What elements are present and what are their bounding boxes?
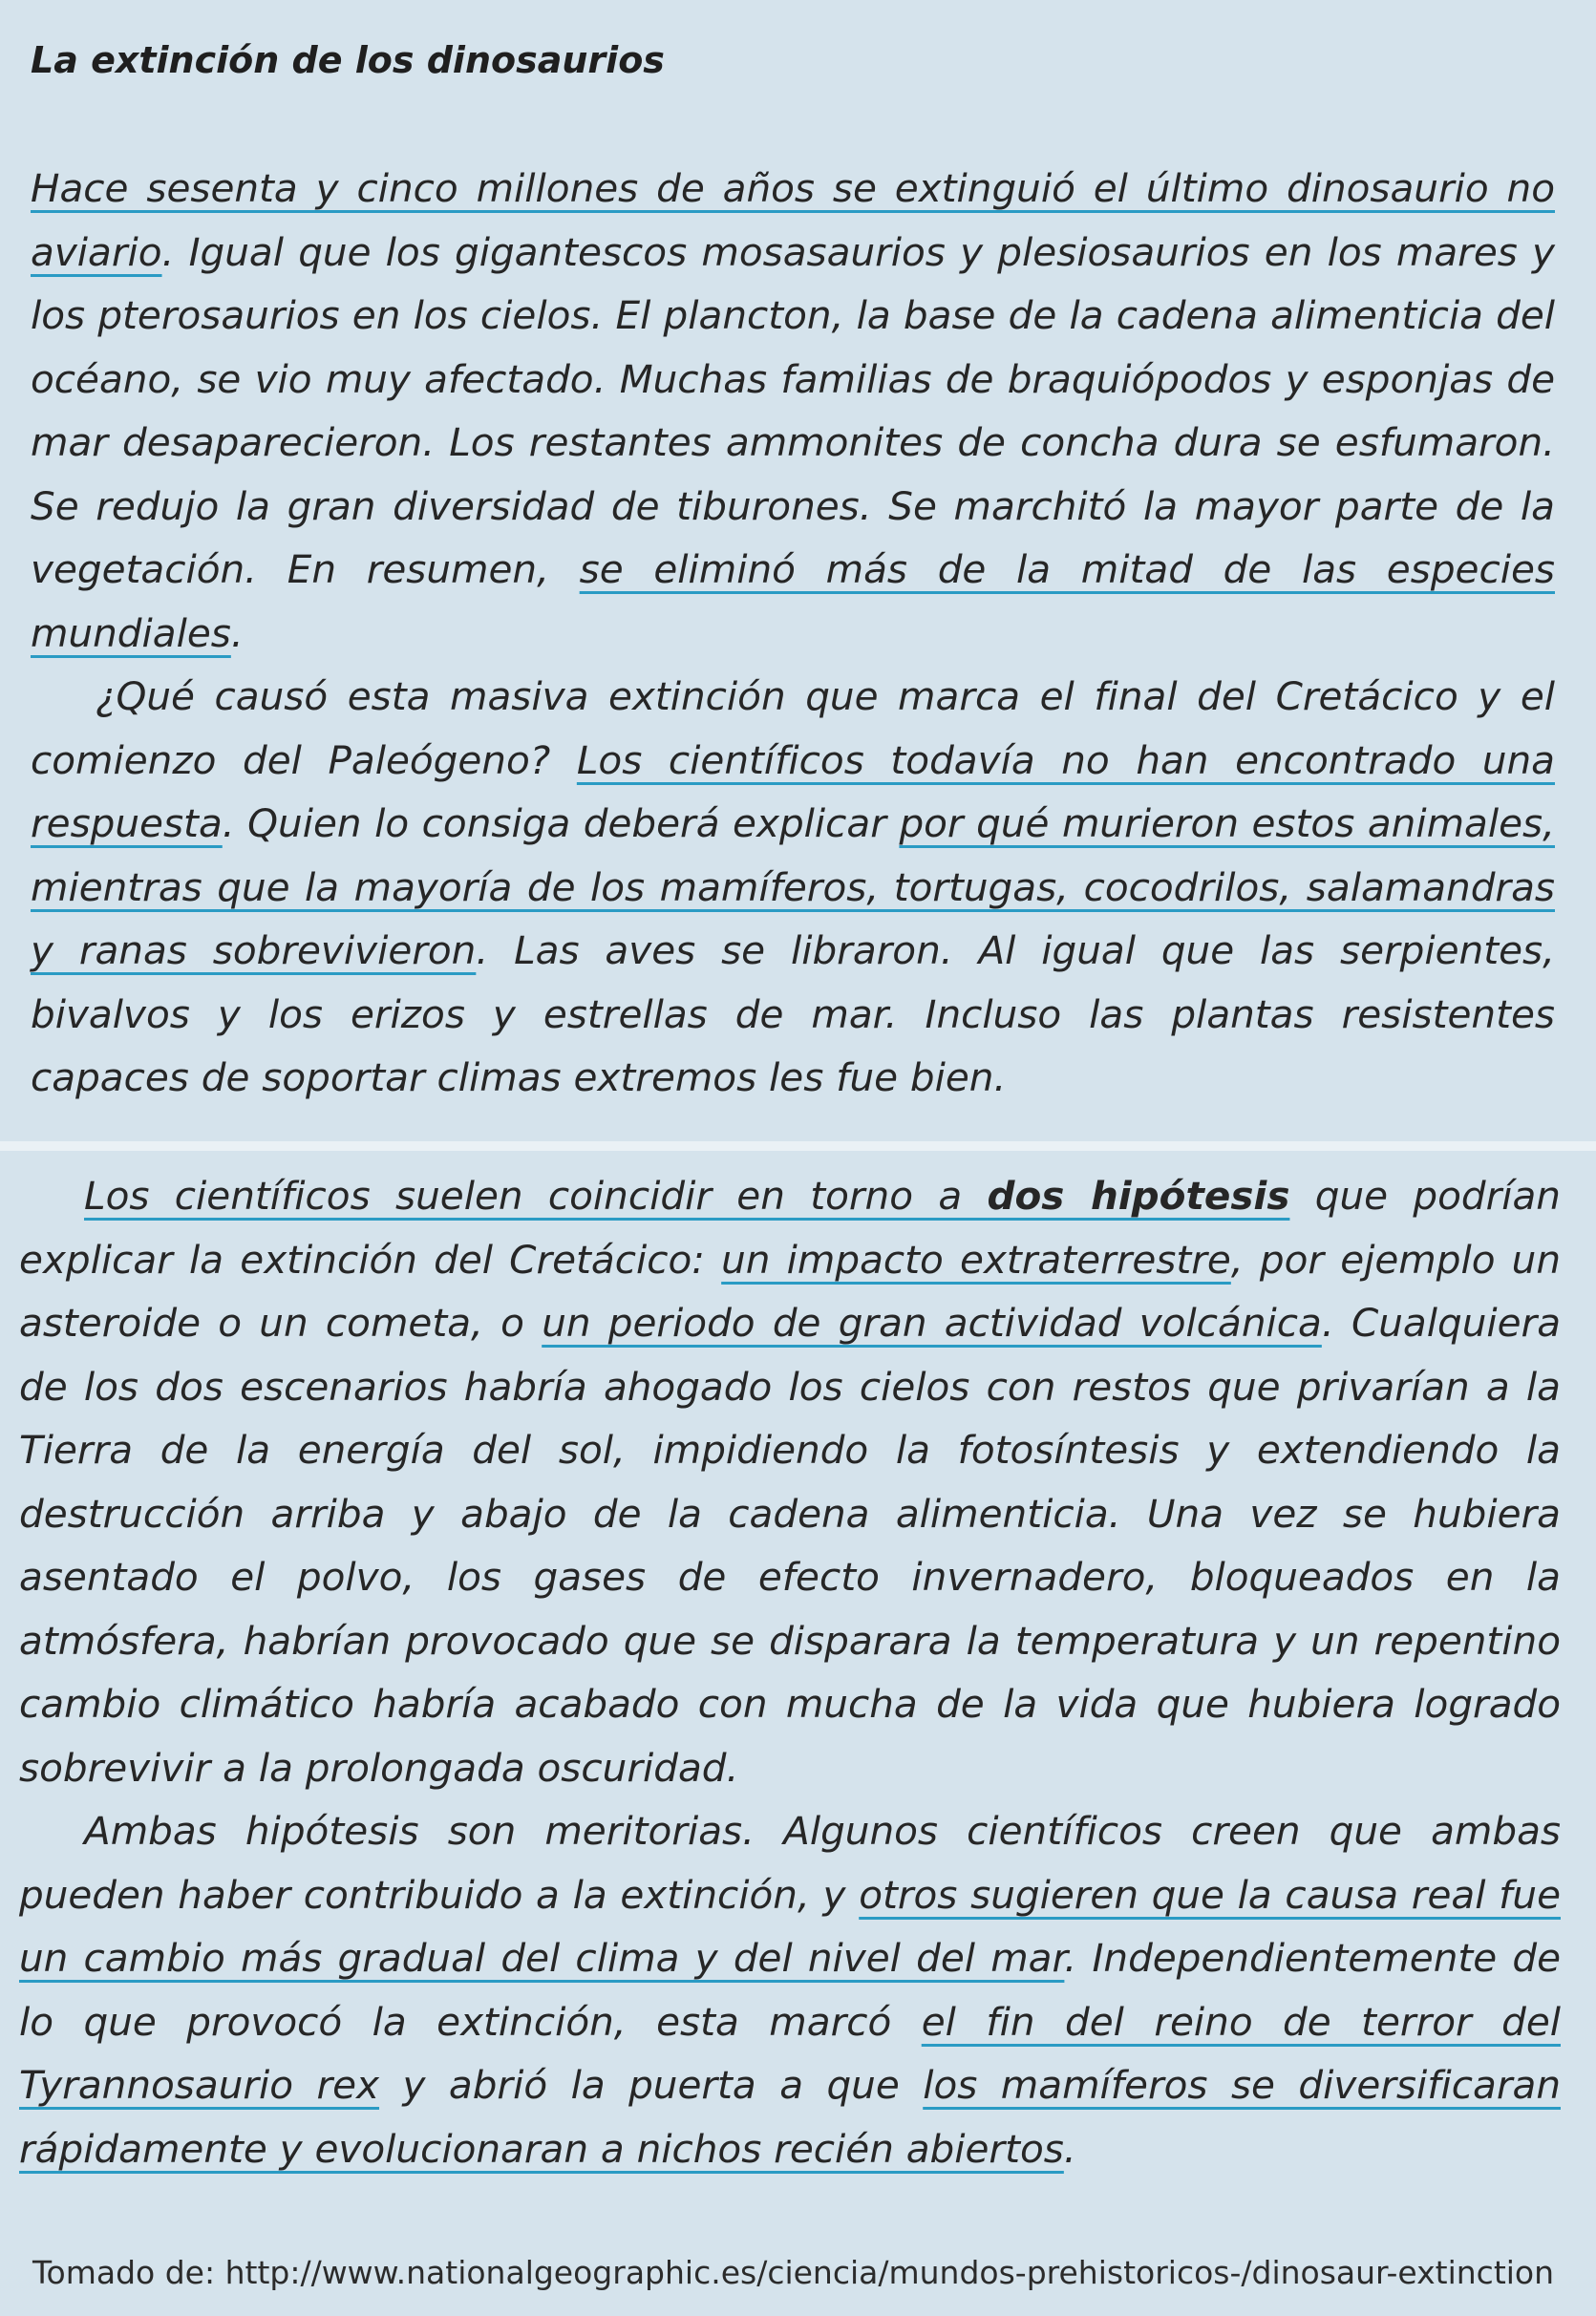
paragraph-1: [31, 157, 1555, 665]
text-run: .: [1063, 2125, 1076, 2172]
text-run: . Cualquiera de los dos escenarios habría ahogado los cielos con restos que privarían a la Tierra de la energía del sol, impidiendo la fotosíntesis y extendiendo la destrucción arriba y abajo de la cadena alimenticia. Una vez se hubiera asentado el polvo, los gases de efecto invernadero, bloqueados en la atmósfera, habrían provocado que se disparara la temperatura y un repentino cambio climático habría acabado con mucha de la vida que hubiera logrado sobrevivir a la prolongada oscuridad.: [19, 1300, 1562, 1791]
paragraph-3: [19, 1164, 1561, 1799]
panel-divider: [0, 1141, 1596, 1151]
paragraph-2: [31, 665, 1555, 1110]
underlined-phrase: otros sugieren que la causa real fue un cambio más gradual del clima y del nivel del mar: [19, 1871, 1561, 1981]
source-attribution: Tomado de: http://www.nationalgeographic.es/ciencia/mundos-prehistoricos-/dinosaur-extinction: [32, 2254, 1555, 2291]
article-title: La extinción de los dinosaurios: [31, 39, 665, 81]
underlined-phrase: Los científicos todavía no han encontrado una respuesta: [31, 736, 1555, 846]
underlined-phrase: se eliminó más de la mitad de las especies mundiales: [31, 546, 1555, 656]
text-run: Ambas hipótesis son meritorias. Algunos científicos creen que ambas pueden haber contribuido a la extinción, y: [19, 1808, 1561, 1918]
article-body-top: [31, 157, 1555, 1110]
text-run: . Quien lo consiga deberá explicar: [222, 800, 900, 846]
underlined-phrase: un periodo de gran actividad volcánica: [542, 1300, 1322, 1346]
text-run: . Igual que los gigantescos mosasaurios y plesiosaurios en los mares y los pterosaurios en los cielos. El plancton, la base de la cadena alimenticia del océano, se vio muy afectado. Muchas familias de braquiópodos y esponjas de mar desaparecieron. Los restantes ammonites de concha dura se esfumaron. Se redujo la gran diversidad de tiburones. Se marchitó la mayor parte de la vegetación. En resumen,: [31, 228, 1555, 592]
text-run: y abrió la puerta a que: [379, 2062, 924, 2108]
underlined-phrase: un impacto extraterrestre: [721, 1236, 1231, 1283]
text-run: ¿Qué causó esta masiva extinción que marca el final del Cretácico y el comienzo del Paleógeno?: [31, 673, 1555, 783]
text-run: Los científicos suelen coincidir en torno a: [84, 1173, 988, 1219]
text-run: . Las aves se libraron. Al igual que las serpientes, bivalvos y los erizos y estrellas de mar. Incluso las plantas resistentes capaces de soportar climas extremos les fue bien.: [31, 927, 1555, 1100]
text-run: . Independientemente de lo que provocó la extinción, esta marcó: [19, 1935, 1561, 2045]
underlined-phrase: el fin del reino de terror del Tyrannosaurio rex: [19, 1998, 1561, 2108]
paragraph-4: [19, 1799, 1561, 2180]
text-run: , por ejemplo un asteroide o un cometa, o: [19, 1236, 1562, 1346]
underlined-phrase: Hace sesenta y cinco millones de años se extinguió el último dinosaurio no aviario: [31, 165, 1555, 275]
text-run: .: [230, 609, 244, 656]
underlined-phrase: [84, 1173, 1289, 1219]
underlined-phrase: por qué murieron estos animales, mientras que la mayoría de los mamíferos, tortugas, cocodrilos, salamandras y ranas sobrevivieron: [31, 800, 1555, 973]
article-body-bottom: [19, 1164, 1561, 2180]
text-run: que podrían explicar la extinción del Cretácico:: [19, 1173, 1561, 1283]
bold-phrase: dos hipótesis: [987, 1173, 1290, 1219]
underlined-phrase: los mamíferos se diversificaran rápidamente y evolucionaran a nichos recién abiertos: [19, 2062, 1561, 2172]
